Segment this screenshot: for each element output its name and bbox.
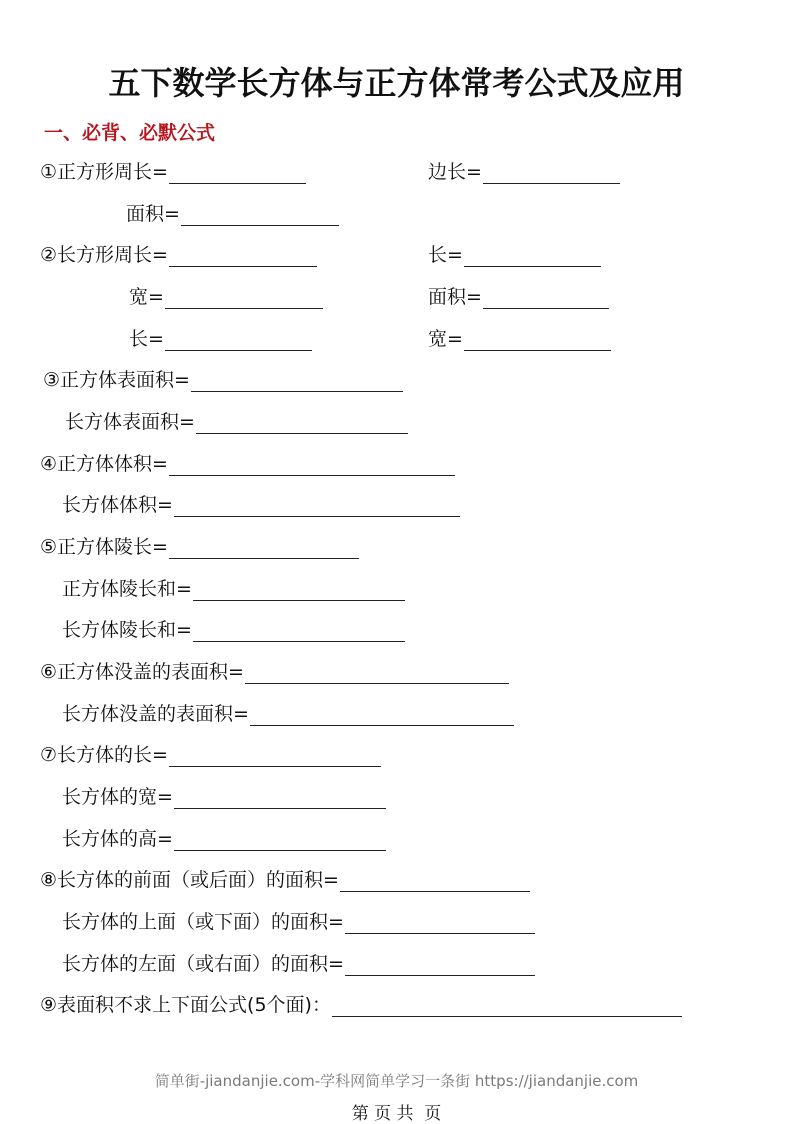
formula-label: ⑨表面积不求上下面公式(5个面)： [40, 994, 331, 1016]
answer-blank[interactable] [193, 580, 405, 601]
answer-blank[interactable] [174, 788, 386, 809]
formula-label: 长方体的上面（或下面）的面积= [62, 911, 344, 933]
answer-blank[interactable] [169, 246, 317, 267]
formula-row [65, 408, 408, 434]
formula-label: 正方体陵长和= [62, 578, 192, 600]
answer-blank[interactable] [165, 330, 312, 351]
formula-row [62, 491, 460, 517]
formula-row [428, 325, 611, 351]
answer-blank[interactable] [345, 913, 535, 934]
footer-text: 简单街-jiandanjie.com-学科网简单学习一条街 https://jiandanjie.com [154, 1072, 639, 1090]
formula-label: ②长方形周长= [40, 244, 168, 266]
formula-label: 长方体陵长和= [62, 619, 192, 641]
formula-label: 长方体的高= [62, 828, 173, 850]
formula-row [40, 241, 317, 267]
answer-blank[interactable] [181, 205, 339, 226]
formula-row [428, 241, 601, 267]
formula-row [40, 158, 306, 184]
answer-blank[interactable] [464, 246, 601, 267]
formula-row [40, 991, 682, 1017]
formula-row [40, 866, 530, 892]
answer-blank[interactable] [174, 496, 460, 517]
formula-label: 面积= [428, 286, 482, 308]
formula-row [62, 825, 386, 851]
answer-blank[interactable] [169, 163, 306, 184]
formula-label: ⑦长方体的长= [40, 744, 168, 766]
formula-row [40, 450, 455, 476]
answer-blank[interactable] [191, 371, 403, 392]
formula-label: ⑧长方体的前面（或后面）的面积= [40, 869, 339, 891]
formula-row [62, 783, 386, 809]
formula-row [129, 325, 312, 351]
answer-blank[interactable] [250, 705, 514, 726]
formula-label: ④正方体体积= [40, 453, 168, 475]
formula-label: ⑥正方体没盖的表面积= [40, 661, 244, 683]
formula-label: 长方体的宽= [62, 786, 173, 808]
answer-blank[interactable] [169, 455, 455, 476]
answer-blank[interactable] [169, 746, 381, 767]
formula-row [62, 950, 535, 976]
formula-row [428, 283, 609, 309]
formula-row [129, 283, 323, 309]
formula-label: 宽= [428, 328, 463, 350]
formula-row [62, 575, 405, 601]
formula-row [40, 741, 381, 767]
answer-blank[interactable] [169, 538, 359, 559]
section-heading: 一、必背、必默公式 [44, 122, 216, 144]
page-counter: 第 页 共 页 [351, 1104, 442, 1124]
page-title: 五下数学长方体与正方体常考公式及应用 [108, 64, 685, 102]
formula-label: ⑤正方体陵长= [40, 536, 168, 558]
formula-label: 长方体的左面（或右面）的面积= [62, 953, 344, 975]
answer-blank[interactable] [174, 830, 386, 851]
formula-label: 宽= [129, 286, 164, 308]
formula-row [428, 158, 620, 184]
formula-row [62, 700, 514, 726]
formula-label: 长方体体积= [62, 494, 173, 516]
formula-row [62, 616, 405, 642]
answer-blank[interactable] [483, 288, 609, 309]
answer-blank[interactable] [193, 621, 405, 642]
answer-blank[interactable] [464, 330, 611, 351]
formula-label: 长方体没盖的表面积= [62, 703, 249, 725]
formula-label: 长= [428, 244, 463, 266]
formula-row [43, 366, 403, 392]
answer-blank[interactable] [332, 996, 682, 1017]
formula-row [62, 908, 535, 934]
formula-label: 面积= [126, 203, 180, 225]
answer-blank[interactable] [196, 413, 408, 434]
formula-label: 长= [129, 328, 164, 350]
answer-blank[interactable] [165, 288, 323, 309]
answer-blank[interactable] [340, 871, 530, 892]
formula-label: 边长= [428, 161, 482, 183]
formula-row [40, 658, 509, 684]
formula-label: ①正方形周长= [40, 161, 168, 183]
answer-blank[interactable] [483, 163, 620, 184]
formula-label: 长方体表面积= [65, 411, 195, 433]
formula-row [40, 533, 359, 559]
answer-blank[interactable] [345, 955, 535, 976]
formula-row [126, 200, 339, 226]
answer-blank[interactable] [245, 663, 509, 684]
formula-label: ③正方体表面积= [43, 369, 190, 391]
